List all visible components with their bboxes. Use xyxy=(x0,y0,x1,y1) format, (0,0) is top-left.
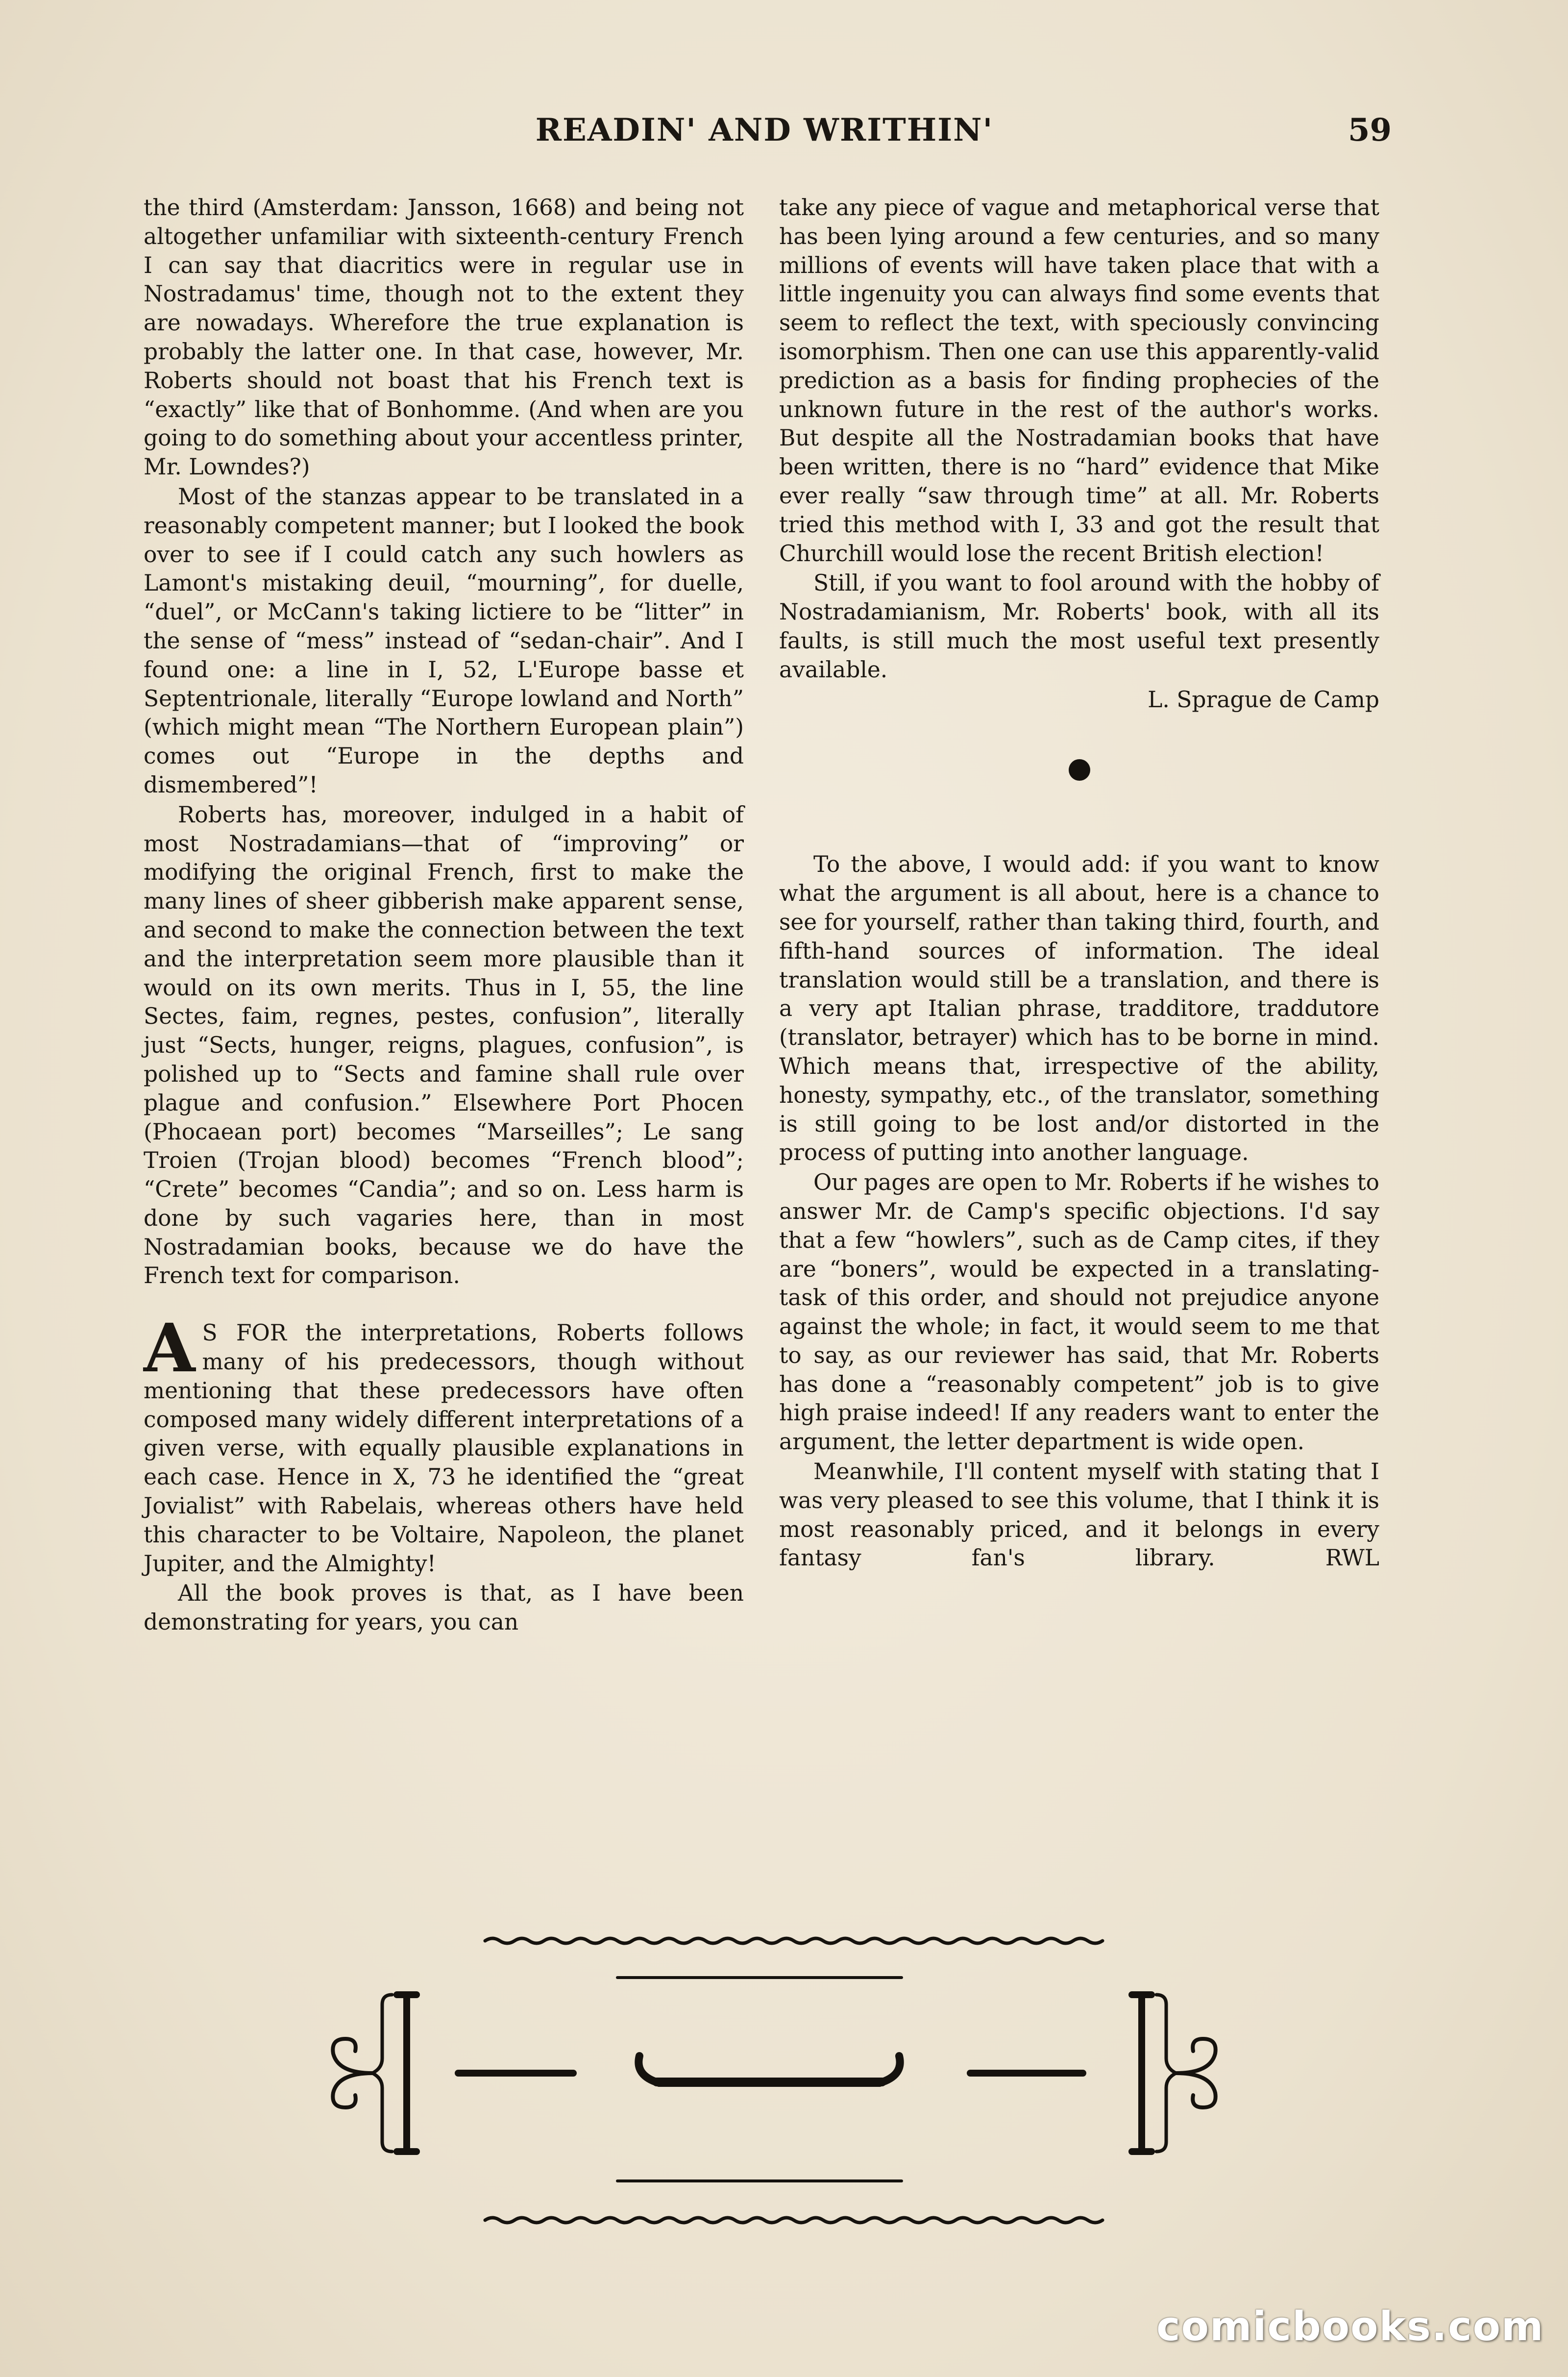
running-head: READIN' AND WRITHIN' xyxy=(535,112,994,149)
section-gap xyxy=(144,1290,744,1319)
left-paragraph-4 xyxy=(144,1309,744,1578)
section-bullet xyxy=(1069,759,1090,781)
left-paragraph-4-text: S FOR the interpretations, Roberts follows many of his predecessors, though without mentioning that these predecessors have often composed many widely different interpretations of a given verse, with equally plausible explanations in each case. Hence in X, 73 he identified the “great Jovialist” with Rabelais, whereas others have held this character to be Voltaire, Napoleon, the planet Jupiter, and the Almighty! xyxy=(144,1320,744,1577)
page-header xyxy=(137,112,1392,166)
page-number: 59 xyxy=(1348,112,1392,149)
drop-cap: A xyxy=(144,1309,196,1388)
right-paragraph-3: To the above, I would add: if you want to know what the argument is all about, here is a chance to see for yourself, rather than taking third, fourth, and fifth-hand sources of information. The ideal translation would still be a translation, and there is a very apt Italian phrase, tradditore, traddutore (translator, betrayer) which has to be borne in mind. Which means that, irrespective of the ability, honesty, sympathy, etc., of the translator, something is still going to be lost and/or distorted in the process of putting into another language. xyxy=(779,851,1379,1166)
decorative-ornament xyxy=(314,1926,1235,2230)
watermark: comicbooks.com xyxy=(1156,2303,1544,2350)
right-paragraph-4: Our pages are open to Mr. Roberts if he wishes to answer Mr. de Camp's specific objections. I'd say that a few “howlers”, such as de Camp cites, if they are “boners”, would be expected in a translating-task of this order, and should not prejudice anyone against the whole; in fact, it would seem to me that to say, as our reviewer has said, that Mr. Roberts has done a “reasonably competent” job is to give high praise indeed! If any readers want to enter the argument, the letter department is wide open. xyxy=(779,1169,1379,1455)
bottom-wavy-rule xyxy=(485,2218,1102,2223)
right-paragraph-1: take any piece of vague and metaphorical verse that has been lying around a few centuries, and so many millions of events will have taken place that with a little ingenuity you can always find some events that seem to reflect the text, with speciously convincing isomorphism. Then one can use this apparently-valid prediction as a basis for finding prophecies of the unknown future in the rest of the author's works. But despite all the Nostradamian books that have been written, there is no “hard” evidence that Mike ever really “saw through time” at all. Mr. Roberts tried this method with I, 33 and got the result that Churchill would lose the recent British election! xyxy=(779,195,1379,567)
right-paragraph-2: Still, if you want to fool around with the hobby of Nostradamianism, Mr. Roberts' book, with all its faults, is still much the most useful text presently available. xyxy=(779,570,1379,683)
left-paragraph-1: the third (Amsterdam: Jansson, 1668) and being not altogether unfamiliar with sixteenth-century French I can say that diacritics were in regular use in Nostradamus' time, though not to the extent they are nowadays. Wherefore the true explanation is probably the latter one. In that case, however, Mr. Roberts should not boast that his French text is “exactly” like that of Bonhomme. (And when are you going to do something about your accentless printer, Mr. Lowndes?) xyxy=(144,195,744,480)
right-column xyxy=(779,194,1379,1573)
left-paragraph-3: Roberts has, moreover, indulged in a habit of most Nostradamians—that of “improving” or modifying the original French, first to make the many lines of sheer gibberish make apparent sense, and second to make the connection between the text and the interpretation seem more plausible than it would on its own merits. Thus in I, 55, the line Sectes, faim, regnes, pestes, confusion”, literally just “Sects, hunger, reigns, plagues, confusion”, is polished up to “Sects and famine shall rule over plague and confusion.” Elsewhere Port Phocen (Phocaean port) becomes “Marseilles”; Le sang Troien (Trojan blood) becomes “French blood”; “Crete” becomes “Candia”; and so on. Less harm is done by such vagaries here, than in most Nostradamian books, because we do have the French text for comparison. xyxy=(144,801,744,1289)
editor-signature: RWL xyxy=(1325,1545,1379,1571)
right-paragraph-5-text: Meanwhile, I'll content myself with stating that I was very pleased to see this volume, that I think it is most reasonably priced, and it belongs in every fantasy fan's library. xyxy=(779,1459,1379,1571)
reviewer-signature: L. Sprague de Camp xyxy=(1148,686,1379,713)
left-bracket xyxy=(333,1995,416,2152)
top-wavy-rule xyxy=(485,1938,1102,1943)
left-paragraph-5: All the book proves is that, as I have been demonstrating for years, you can xyxy=(144,1580,744,1635)
left-column xyxy=(144,194,744,1637)
right-bracket xyxy=(1132,1995,1216,2152)
left-paragraph-2: Most of the stanzas appear to be translated in a reasonably competent manner; but I looked the book over to see if I could catch any such howlers as Lamont's mistaking deuil, “mourning”, for duelle, “duel”, or McCann's taking lictiere to be “litter” in the sense of “mess” instead of “sedan-chair”. And I found one: a line in I, 52, L'Europe basse et Septentrionale, literally “Europe lowland and North” (which might mean “The Northern European plain”) comes out “Europe in the depths and dismembered”! xyxy=(144,483,744,798)
right-paragraph-5 xyxy=(779,1458,1379,1573)
